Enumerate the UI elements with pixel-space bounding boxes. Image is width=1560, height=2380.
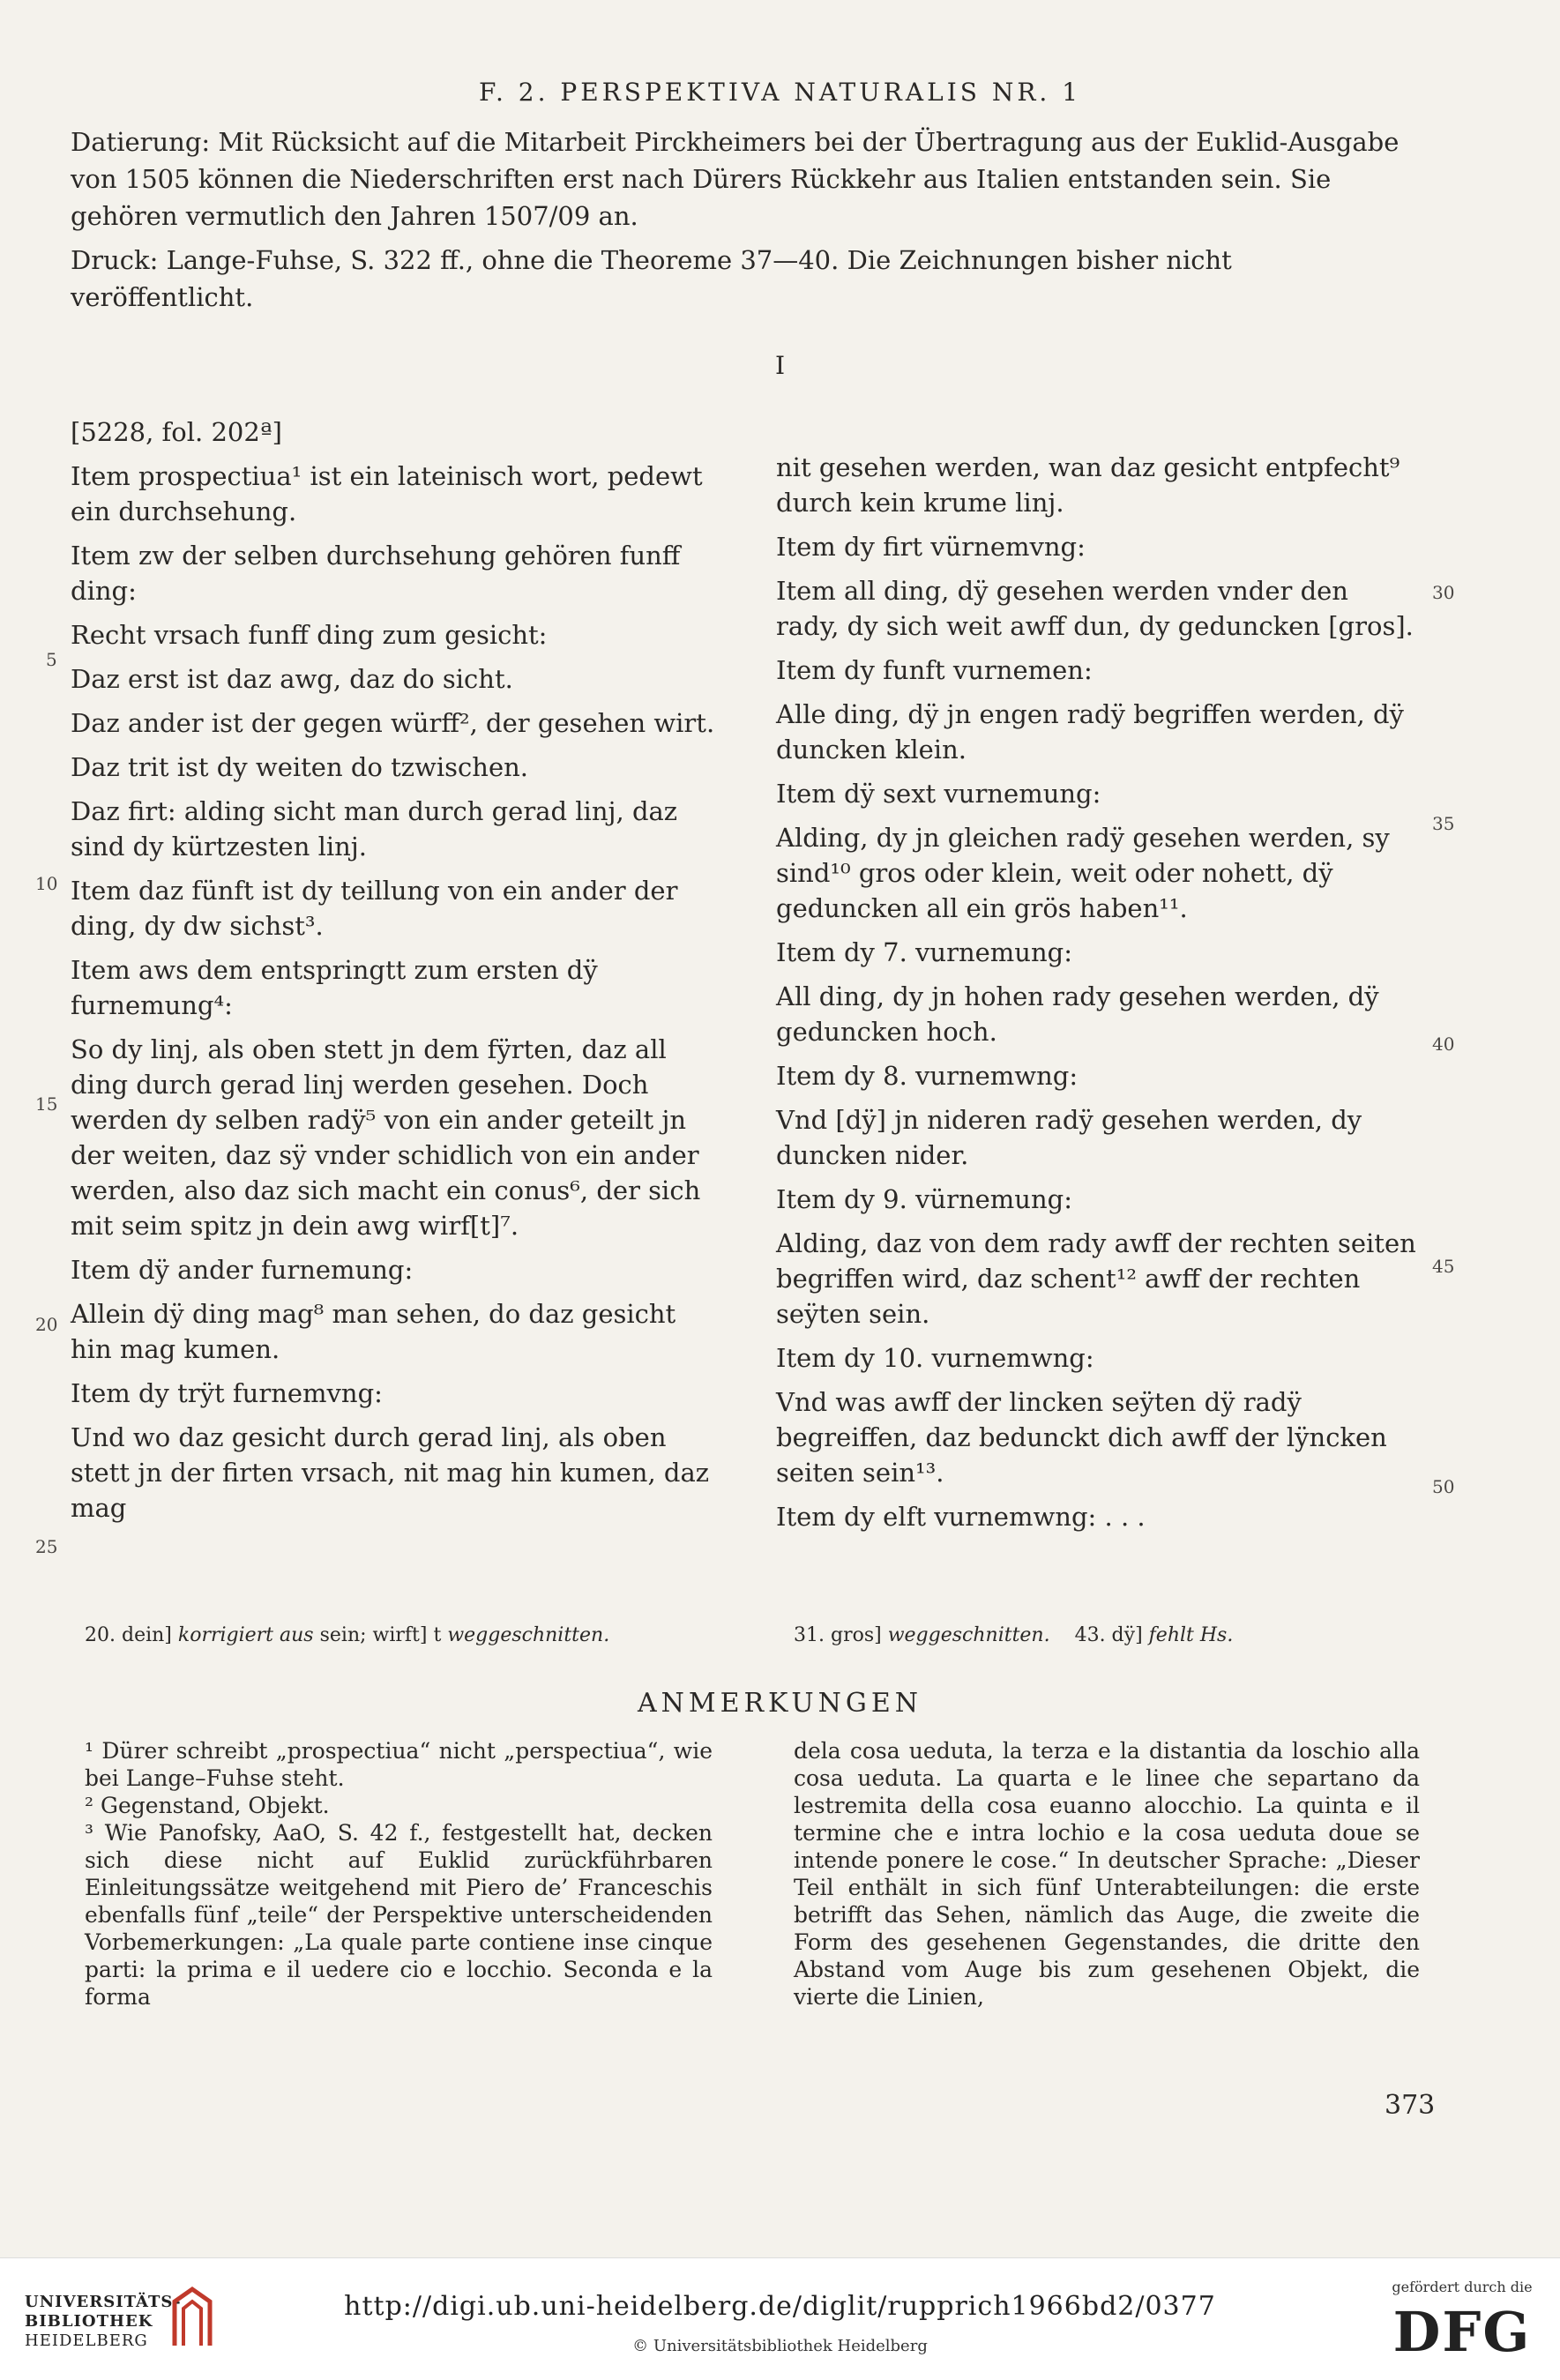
text-line: Allein dÿ ding mag⁸ man sehen, do daz gesicht hin mag kumen. bbox=[71, 1299, 676, 1364]
notes-heading: ANMERKUNGEN bbox=[637, 1688, 923, 1719]
dating-paragraph: Datierung: Mit Rücksicht auf die Mitarbeit Pirckheimers bei der Übertragung aus der Euklid-Ausgabe von 1505 können die Niederschriften erst nach Dürers Rückkehr aus Italien entstanden sein. Sie gehören vermutlich den Jahren 1507/09 an. bbox=[71, 127, 1400, 231]
text-line: Daz trit ist dy weiten do tzwischen. bbox=[71, 752, 528, 782]
text-line: Und wo daz gesicht durch gerad linj, als oben stett jn der firten vrsach, nit mag hin kumen, daz mag bbox=[71, 1422, 710, 1523]
page-number: 373 bbox=[1385, 2090, 1436, 2121]
print-paragraph: Druck: Lange-Fuhse, S. 322 ff., ohne die Theoreme 37—40. Die Zeichnungen bisher nicht veröffentlicht. bbox=[71, 245, 1232, 312]
dfg-logo[interactable]: DFG bbox=[1392, 2300, 1532, 2364]
text-line: Daz erst ist daz awg, daz do sicht. bbox=[71, 664, 513, 694]
notes-right-column bbox=[794, 1737, 1420, 2011]
line-number: 10 bbox=[35, 873, 58, 894]
source-url-link[interactable]: http://digi.ub.uni-heidelberg.de/diglit/rupprich1966bd2/0377 bbox=[344, 2291, 1216, 2322]
apparatus-note: weggeschnitten. bbox=[447, 1624, 610, 1646]
text-line: Item dy elft vurnemwng: . . . bbox=[776, 1502, 1146, 1532]
copyright-text: © Universitätsbibliothek Heidelberg bbox=[632, 2337, 928, 2355]
text-line: [5228, fol. 202ª] bbox=[71, 417, 282, 447]
line-number: 30 bbox=[1432, 582, 1455, 603]
text-line: Recht vrsach funff ding zum gesicht: bbox=[71, 620, 548, 650]
text-line: Item aws dem entspringtt zum ersten dÿ furnemung⁴: bbox=[71, 955, 598, 1020]
apparatus-note: fehlt Hs. bbox=[1148, 1624, 1234, 1646]
apparatus-note: korrigiert aus bbox=[177, 1624, 314, 1646]
text-line: Item dy 8. vurnemwng: bbox=[776, 1061, 1079, 1091]
apparatus-left bbox=[85, 1623, 609, 1649]
line-number: 50 bbox=[1432, 1476, 1455, 1497]
text-line: Item dÿ ander furnemung: bbox=[71, 1255, 414, 1285]
footnote: ³ Wie Panofsky, AaO, S. 42 f., festgestellt hat, decken sich diese nicht auf Euklid zurückführbaren Einleitungssätze weitgehend mit Piero de’ Franceschis ebenfalls fünf „teile“ der Perspektive unterscheidenden Vorbemerkungen: „La quale parte contiene inse cinque parti: la prima e il uedere cio e locchio. Seconda e la forma bbox=[85, 1820, 713, 2010]
right-text-column bbox=[776, 450, 1416, 1543]
text-line: Item dy firt vürnemvng: bbox=[776, 532, 1086, 562]
line-number: 5 bbox=[46, 649, 57, 670]
apparatus-lemma: 20. dein] bbox=[85, 1624, 172, 1646]
text-line: All ding, dy jn hohen rady gesehen werden, dÿ geduncken hoch. bbox=[776, 981, 1379, 1047]
apparatus-lemma: 43. dÿ] bbox=[1074, 1624, 1143, 1646]
section-number: I bbox=[774, 351, 786, 380]
running-head: F. 2. PERSPEKTIVA NATURALIS NR. 1 bbox=[478, 78, 1082, 107]
footnote: ¹ Dürer schreibt „prospectiua“ nicht „perspectiua“, wie bei Lange–Fuhse steht. bbox=[85, 1738, 713, 1791]
line-number: 20 bbox=[35, 1314, 58, 1335]
line-number: 45 bbox=[1432, 1256, 1455, 1277]
text-line: Alding, dy jn gleichen radÿ gesehen werden, sy sind¹⁰ gros oder klein, weit oder nohett, dÿ geduncken all ein grös haben¹¹. bbox=[776, 823, 1390, 923]
text-line: Item dy 10. vurnemwng: bbox=[776, 1343, 1094, 1373]
text-line: Item dy trÿt furnemvng: bbox=[71, 1378, 383, 1408]
text-line: Vnd was awff der lincken seÿten dÿ radÿ begreiffen, daz bedunckt dich awff der lÿncken seiten sein¹³. bbox=[776, 1387, 1387, 1488]
funder-caption: gefördert durch die bbox=[1392, 2279, 1533, 2295]
text-line: Item dy 7. vurnemung: bbox=[776, 937, 1072, 967]
apparatus-right bbox=[794, 1623, 1233, 1649]
footnote-continuation: dela cosa ueduta, la terza e la distantia da loschio alla cosa ueduta. La quarta e le linee che separtano da lestremita della cosa euanno alocchio. La quinta e il termine che e intra lochio e la cosa ueduta doue se intende ponere le cose.“ In deutscher Sprache: „Dieser Teil enthält in sich fünf Unterabteilungen: die erste betrifft das Sehen, nämlich das Auge, die zweite die Form des gesehenen Gegenstandes, die dritte den Abstand vom Auge bis zum gesehenen Objekt, die vierte die Linien, bbox=[794, 1738, 1420, 2010]
text-line: Alding, daz von dem rady awff der rechten seiten begriffen wird, daz schent¹² awff der rechten seÿten sein. bbox=[776, 1228, 1416, 1329]
text-line: So dy linj, als oben stett jn dem fÿrten, daz all ding durch gerad linj werden gesehen. Doch werden dy selben radÿ⁵ von ein ander geteilt jn der weiten, daz sÿ vnder schidlich von ein ander werden, also daz sich macht ein conus⁶, der sich mit seim spitz jn dein awg wirf[t]⁷. bbox=[71, 1034, 701, 1241]
text-line: Daz firt: alding sicht man durch gerad linj, daz sind dy kürtzesten linj. bbox=[71, 796, 678, 862]
apparatus-note: weggeschnitten. bbox=[887, 1624, 1050, 1646]
text-line: Item dy funft vurnemen: bbox=[776, 655, 1093, 685]
library-line: BIBLIOTHEK bbox=[25, 2312, 153, 2331]
line-number: 35 bbox=[1432, 813, 1455, 834]
line-number: 25 bbox=[35, 1536, 58, 1557]
text-line: Item all ding, dÿ gesehen werden vnder den rady, dy sich weit awff dun, dy geduncken [gros]. bbox=[776, 576, 1414, 641]
text-line: Alle ding, dÿ jn engen radÿ begriffen werden, dÿ duncken klein. bbox=[776, 699, 1404, 765]
intro-block bbox=[71, 123, 1402, 316]
library-line: HEIDELBERG bbox=[25, 2332, 148, 2350]
text-line: Item dÿ sext vurnemung: bbox=[776, 779, 1101, 809]
text-line: Item zw der selben durchsehung gehören funff ding: bbox=[71, 541, 681, 606]
apparatus-lemma: 31. gros] bbox=[794, 1624, 882, 1646]
left-text-column bbox=[71, 414, 720, 1534]
line-number: 40 bbox=[1432, 1033, 1455, 1055]
apparatus-lemma: sein; wirft] t bbox=[319, 1624, 442, 1646]
text-line: nit gesehen werden, wan daz gesicht entpfecht⁹ durch kein krume linj. bbox=[776, 452, 1400, 518]
text-line: Item daz fünft ist dy teillung von ein ander der ding, dy dw sichst³. bbox=[71, 876, 678, 941]
text-line: Item dy 9. vürnemung: bbox=[776, 1184, 1072, 1214]
notes-left-column bbox=[85, 1737, 713, 2011]
line-number: 15 bbox=[35, 1093, 58, 1115]
library-line: UNIVERSITÄTS- bbox=[25, 2293, 182, 2311]
text-line: Vnd [dÿ] jn nideren radÿ gesehen werden, dy duncken nider. bbox=[776, 1105, 1362, 1170]
text-line: Daz ander ist der gegen würff², der gesehen wirt. bbox=[71, 708, 715, 738]
footnote: ² Gegenstand, Objekt. bbox=[85, 1793, 330, 1818]
text-line: Item prospectiua¹ ist ein lateinisch wort, pedewt ein durchsehung. bbox=[71, 461, 703, 526]
